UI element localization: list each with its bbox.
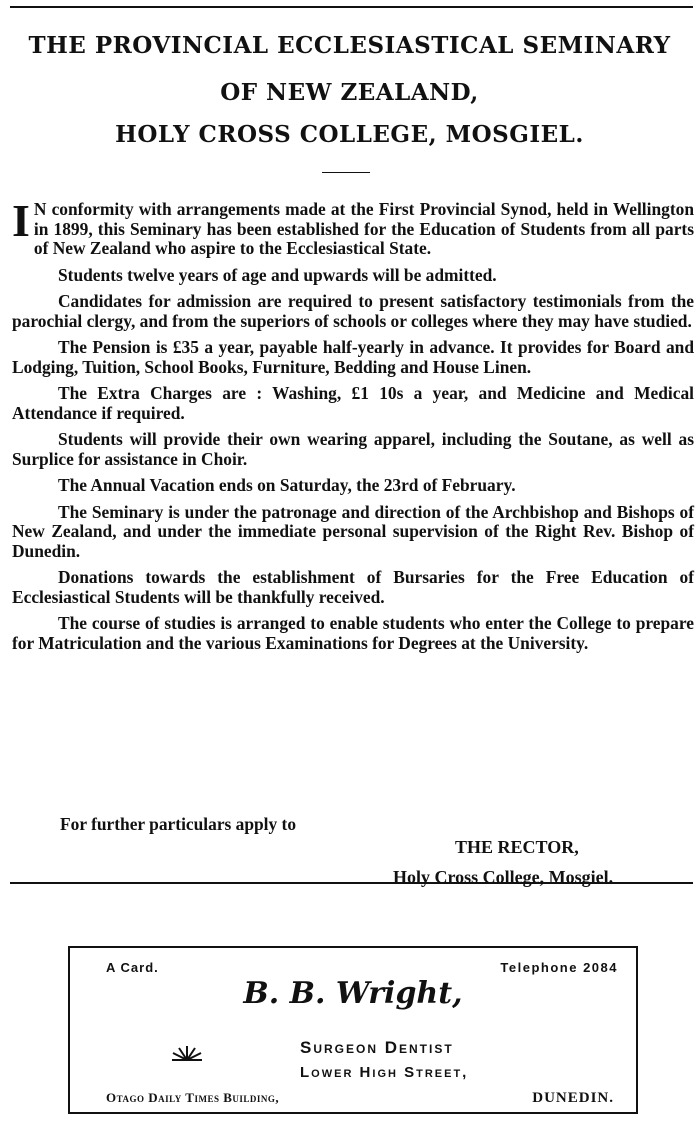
section-rule [10, 882, 693, 884]
dentist-city: DUNEDIN. [532, 1090, 614, 1106]
paragraph-studies: The course of studies is arranged to enable students who enter the College to prepare for Matriculation and the various Examinations for Degrees at the University. [12, 613, 694, 653]
paragraph-age: Students twelve years of age and upwards will be admitted. [58, 264, 497, 285]
dentist-profession: Surgeon Dentist [300, 1038, 454, 1057]
dentist-name: B. B. Wright, [243, 976, 463, 1011]
paragraph-text: N conformity with arrangements made at the First Provincial Synod, held in Wellington in 1899, this Seminary has been established for the Education of Students from all parts of New Zealand who aspire to the Ecclesiastical State. [33, 199, 694, 258]
paragraph-apparel: Students will provide their own wearing apparel, including the Soutane, as well as Surplice for assistance in Choir. [12, 429, 694, 469]
further-particulars: For further particulars apply to [60, 814, 297, 834]
rector-signature: THE RECTOR, [455, 837, 579, 857]
card-label: A Card. [106, 960, 159, 975]
advertisement-body [12, 195, 694, 660]
top-rule [10, 6, 693, 8]
paragraph-pension: The Pension is £35 a year, payable half-yearly in advance. It provides for Board and Lodging, Tuition, School Books, Furniture, Bedding and House Linen. [12, 337, 694, 377]
drop-cap: I [12, 195, 30, 246]
dentist-street: Lower High Street, [300, 1064, 469, 1081]
dentist-building: Otago Daily Times Building, [106, 1090, 280, 1105]
paragraph-candidates: Candidates for admission are required to present satisfactory testimonials from the parochial clergy, and from the superiors of schools or colleges where they may have studied. [12, 291, 694, 331]
sunburst-ornament-icon [170, 1044, 204, 1062]
dentist-card [68, 946, 638, 1114]
seminary-title: THE PROVINCIAL ECCLESIASTICAL SEMINARY [28, 32, 671, 59]
paragraph-donations: Donations towards the establishment of Bursaries for the Free Education of Ecclesiastical Students will be thankfully received. [12, 567, 694, 607]
college-name: HOLY CROSS COLLEGE, MOSGIEL. [115, 121, 584, 148]
telephone-number: Telephone 2084 [500, 960, 618, 975]
paragraph-vacation: The Annual Vacation ends on Saturday, the 23rd of February. [58, 475, 516, 495]
rector-address: Holy Cross College, Mosgiel. [393, 867, 614, 887]
seminary-country: OF NEW ZEALAND, [220, 79, 479, 106]
title-divider [322, 172, 370, 173]
paragraph-extra-charges: The Extra Charges are : Washing, £1 10s a year, and Medicine and Medical Attendance if required. [12, 383, 694, 423]
paragraph-patronage: The Seminary is under the patronage and direction of the Archbishop and Bishops of New Zealand, and under the immediate personal supervision of the Right Rev. Bishop of Dunedin. [12, 501, 694, 561]
paragraph-conformity [12, 195, 694, 259]
